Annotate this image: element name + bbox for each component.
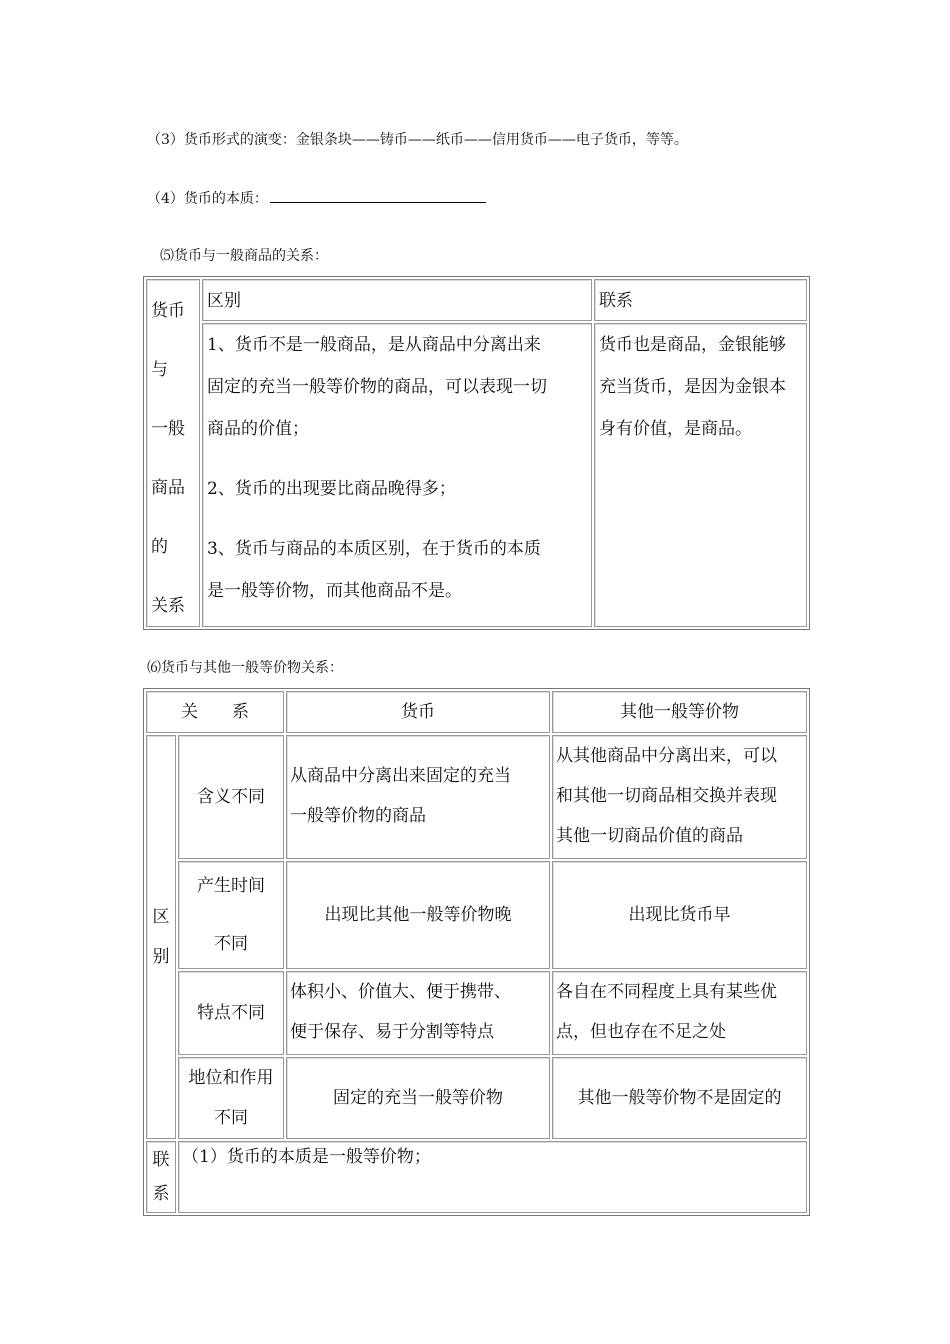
text-line: 其他一切商品价值的商品 xyxy=(556,826,743,846)
text-line: 从商品中分离出来固定的充当 xyxy=(290,766,511,786)
text-line: 不同 xyxy=(214,1108,248,1128)
essence-answer-blank[interactable] xyxy=(270,188,486,203)
row-meaning-money xyxy=(286,735,550,859)
text-line: 便于保存、易于分割等特点 xyxy=(290,1022,494,1042)
text-line: 充当货币，是因为金银本 xyxy=(599,377,786,397)
other-header: 其他一般等价物 xyxy=(552,691,807,733)
link-header: 联系 xyxy=(594,279,807,321)
money-equivalents-table xyxy=(143,688,810,1216)
link-content xyxy=(594,323,807,627)
row-role-money xyxy=(286,1057,550,1139)
evolution-line: （3）货币形式的演变：金银条块——铸币——纸币——信用货币——电子货币，等等。 xyxy=(147,132,688,148)
link-content-cell: （1）货币的本质是一般等价物； xyxy=(178,1141,807,1213)
row-features-money xyxy=(286,971,550,1055)
row-meaning-other xyxy=(552,735,807,859)
text-line: 各自在不同程度上具有某些优 xyxy=(556,982,777,1002)
text-line: 货币也是商品，金银能够 xyxy=(599,335,786,355)
group-char: 别 xyxy=(152,947,170,967)
row-time-money xyxy=(286,861,550,969)
group-char: 联 xyxy=(152,1150,170,1170)
row-time-other xyxy=(552,861,807,969)
row-features-other xyxy=(552,971,807,1055)
text-line: 出现比货币早 xyxy=(628,905,731,925)
text-line: 和其他一切商品相交换并表现 xyxy=(556,786,777,806)
text-line: 其他一般等价物不是固定的 xyxy=(577,1088,782,1108)
text-line: 点，但也存在不足之处 xyxy=(556,1022,726,1042)
text-line: 固定的充当一般等价物 xyxy=(333,1088,503,1108)
side-line: 货币 xyxy=(151,301,185,321)
diff-group-label xyxy=(146,735,176,1139)
essence-line xyxy=(147,188,486,208)
diff-header: 区别 xyxy=(202,279,592,321)
text-line: 地位和作用 xyxy=(188,1068,274,1088)
side-line: 一般 xyxy=(151,419,185,439)
row-label-time xyxy=(178,861,284,969)
relation-goods-heading: ⑸货币与一般商品的关系： xyxy=(160,248,328,264)
text-line: 特点不同 xyxy=(197,1003,265,1023)
side-line: 的 xyxy=(151,537,168,557)
relation-header: 关 系 xyxy=(146,691,284,733)
group-char: 区 xyxy=(152,907,170,927)
text-line: 1、货币不是一般商品，是从商品中分离出来 xyxy=(207,335,541,355)
money-goods-table xyxy=(143,276,810,630)
text-line: 产生时间 xyxy=(197,876,265,896)
diff-content xyxy=(202,323,592,627)
side-line: 商品 xyxy=(151,478,185,498)
diff-paragraph-1 xyxy=(207,324,587,450)
row-label-meaning xyxy=(178,735,284,859)
diff-paragraph-2 xyxy=(207,468,587,510)
row-label-role xyxy=(178,1057,284,1139)
side-line: 与 xyxy=(151,360,168,380)
relation-equivalents-heading: ⑹货币与其他一般等价物关系： xyxy=(147,660,343,676)
text-line: 2、货币的出现要比商品晚得多； xyxy=(207,479,456,499)
text-line: 一般等价物的商品 xyxy=(290,806,426,826)
text-line: 是一般等价物，而其他商品不是。 xyxy=(207,581,462,601)
text-line: 体积小、价值大、便于携带、 xyxy=(290,982,511,1002)
text-line: 固定的充当一般等价物的商品，可以表现一切 xyxy=(207,377,547,397)
table1-side-header xyxy=(146,279,200,627)
text-line: 从其他商品中分离出来，可以 xyxy=(556,746,777,766)
group-char: 系 xyxy=(152,1184,170,1204)
side-line: 关系 xyxy=(151,596,185,616)
money-header: 货币 xyxy=(286,691,550,733)
row-role-other xyxy=(552,1057,807,1139)
diff-paragraph-3 xyxy=(207,528,587,612)
text-line: 不同 xyxy=(214,934,248,954)
text-line: 3、货币与商品的本质区别，在于货币的本质 xyxy=(207,539,541,559)
text-line: 身有价值，是商品。 xyxy=(599,419,752,439)
text-line: 商品的价值； xyxy=(207,419,309,439)
link-group-label xyxy=(146,1141,176,1213)
row-label-features xyxy=(178,971,284,1055)
essence-label: （4）货币的本质： xyxy=(147,191,268,207)
text-line: 含义不同 xyxy=(197,787,265,807)
text-line: 出现比其他一般等价物晚 xyxy=(324,905,512,925)
